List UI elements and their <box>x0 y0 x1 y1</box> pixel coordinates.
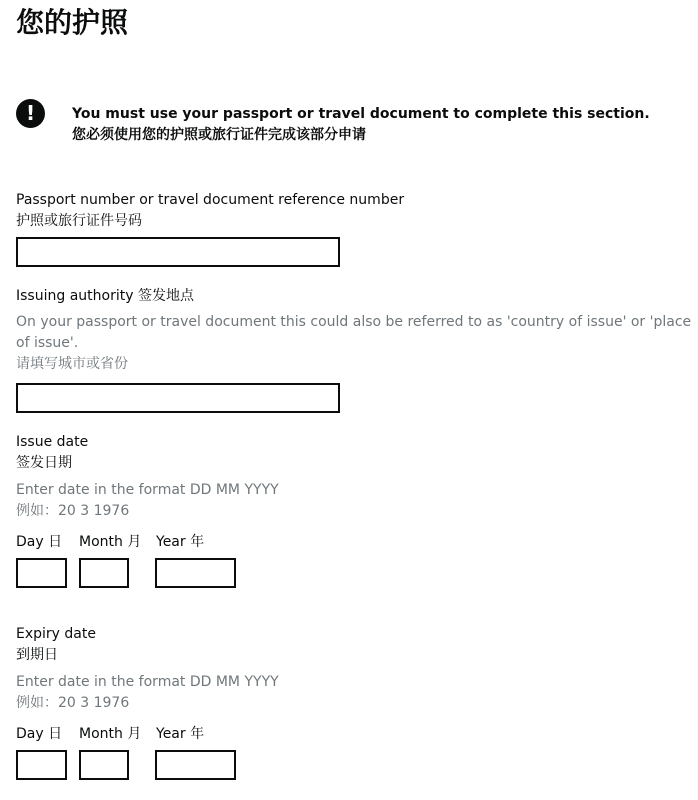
issue-day-label: Day 日 <box>16 534 63 550</box>
expiry-date-hint-en: Enter date in the format DD MM YYYY <box>16 674 279 690</box>
issue-month-input[interactable] <box>79 558 129 588</box>
passport-number-label-en: Passport number or travel document reference number <box>16 192 405 208</box>
issue-date-hint <box>16 480 279 522</box>
expiry-year-input[interactable] <box>155 750 236 780</box>
issuing-authority-hint <box>16 312 692 375</box>
expiry-date-label-zh: 到期日 <box>16 647 58 663</box>
issue-date-label-en: Issue date <box>16 434 89 450</box>
issuing-authority-hint-en: On your passport or travel document this could also be referred to as 'country of issue' or 'place of issue'. <box>16 314 692 351</box>
expiry-year-label: Year 年 <box>156 726 205 742</box>
issue-date-label-zh: 签发日期 <box>16 455 72 471</box>
issue-month-label: Month 月 <box>79 534 142 550</box>
expiry-date-label <box>16 624 96 666</box>
expiry-date-hint-zh: 例如：20 3 1976 <box>16 695 130 711</box>
issue-day-input[interactable] <box>16 558 67 588</box>
expiry-month-label: Month 月 <box>79 726 142 742</box>
page-title: 您的护照 <box>16 6 129 39</box>
warning-line-en: You must use your passport or travel document to complete this section. <box>72 106 650 122</box>
issue-date-label <box>16 432 88 474</box>
issue-date-hint-zh: 例如：20 3 1976 <box>16 503 130 519</box>
issue-date-hint-en: Enter date in the format DD MM YYYY <box>16 482 279 498</box>
expiry-month-input[interactable] <box>79 750 129 780</box>
passport-number-label-zh: 护照或旅行证件号码 <box>16 213 142 229</box>
issue-year-label: Year 年 <box>156 534 205 550</box>
exclamation-icon: ! <box>16 99 45 128</box>
issuing-authority-hint-zh: 请填写城市或省份 <box>16 356 128 372</box>
issue-year-input[interactable] <box>155 558 236 588</box>
issuing-authority-label: Issuing authority 签发地点 <box>16 288 194 304</box>
passport-number-input[interactable] <box>16 237 340 267</box>
warning-text <box>72 104 650 146</box>
expiry-day-label: Day 日 <box>16 726 63 742</box>
expiry-day-input[interactable] <box>16 750 67 780</box>
expiry-date-label-en: Expiry date <box>16 626 96 642</box>
passport-number-label <box>16 190 404 232</box>
issuing-authority-input[interactable] <box>16 383 340 413</box>
expiry-date-hint <box>16 672 279 714</box>
warning-line-zh: 您必须使用您的护照或旅行证件完成该部分申请 <box>72 127 366 143</box>
